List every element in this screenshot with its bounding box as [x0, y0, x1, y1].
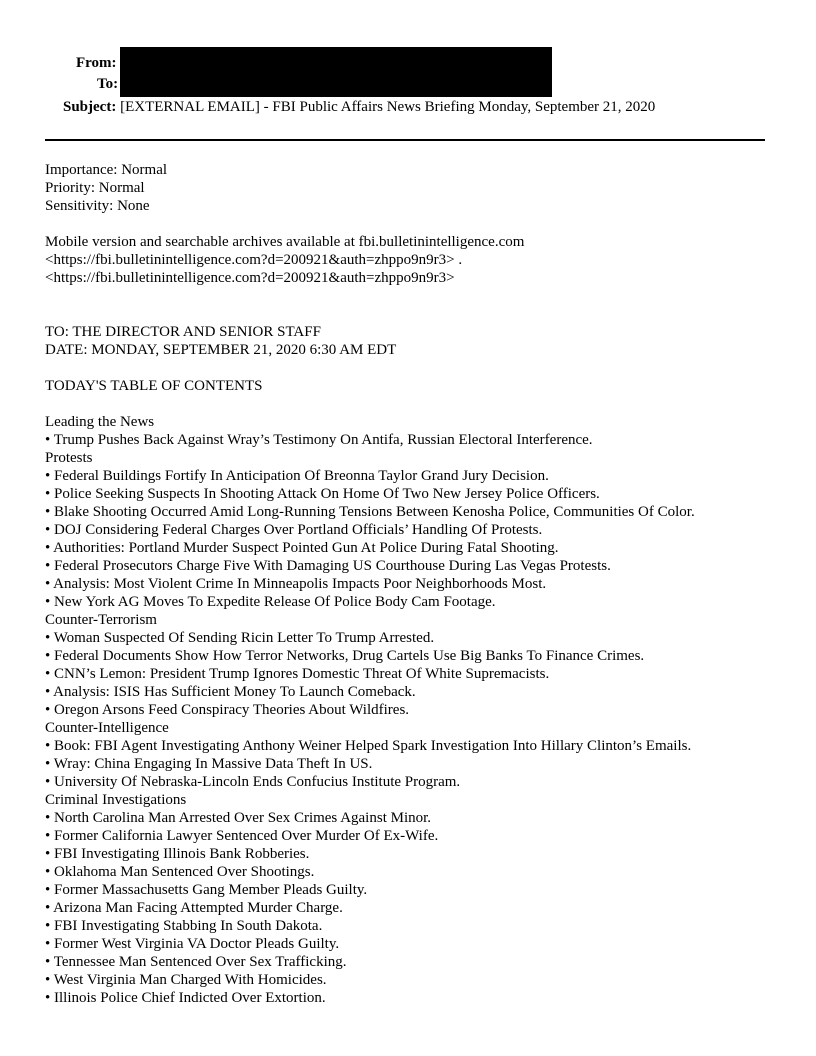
subject-value: [EXTERNAL EMAIL] - FBI Public Affairs News Briefing Monday, September 21, 2020 — [120, 99, 656, 115]
section-title: Criminal Investigations — [45, 792, 187, 808]
header-divider — [45, 139, 765, 141]
headline-item[interactable]: • Blake Shooting Occurred Amid Long-Running Tensions Between Kenosha Police, Communities Of Color. — [45, 504, 695, 520]
headline-item[interactable]: • Federal Buildings Fortify In Anticipation Of Breonna Taylor Grand Jury Decision. — [45, 468, 549, 484]
headline-item[interactable]: • FBI Investigating Stabbing In South Dakota. — [45, 918, 323, 934]
headline-item[interactable]: • New York AG Moves To Expedite Release Of Police Body Cam Footage. — [45, 594, 496, 610]
subject-label: Subject: — [63, 99, 117, 115]
headline-item[interactable]: • FBI Investigating Illinois Bank Robberies. — [45, 846, 310, 862]
to-label: To: — [97, 76, 119, 92]
headline-item[interactable]: • Police Seeking Suspects In Shooting Attack On Home Of Two New Jersey Police Officers. — [45, 486, 600, 502]
section-title: Counter-Terrorism — [45, 612, 157, 628]
headline-item[interactable]: • Tennessee Man Sentenced Over Sex Trafficking. — [45, 954, 347, 970]
headline-item[interactable]: • North Carolina Man Arrested Over Sex Crimes Against Minor. — [45, 810, 432, 826]
email-body — [45, 161, 775, 1007]
redaction-block — [120, 47, 552, 97]
headline-item[interactable]: • Oregon Arsons Feed Conspiracy Theories About Wildfires. — [45, 702, 410, 718]
archive-line: Mobile version and searchable archives available at fbi.bulletinintelligence.com — [45, 234, 525, 250]
headline-item[interactable]: • Authorities: Portland Murder Suspect Pointed Gun At Police During Fatal Shooting. — [45, 540, 559, 556]
section-title: Protests — [45, 450, 93, 466]
headline-item[interactable]: • CNN’s Lemon: President Trump Ignores Domestic Threat Of White Supremacists. — [45, 666, 550, 682]
headline-item[interactable]: • Analysis: ISIS Has Sufficient Money To Launch Comeback. — [45, 684, 416, 700]
headline-item[interactable]: • University Of Nebraska-Lincoln Ends Confucius Institute Program. — [45, 774, 461, 790]
table-of-contents — [45, 413, 775, 1007]
archive-link[interactable]: <https://fbi.bulletinintelligence.com?d=200921&auth=zhppo9n9r3> . — [45, 252, 463, 268]
from-row — [76, 53, 117, 73]
headline-item[interactable]: • Oklahoma Man Sentenced Over Shootings. — [45, 864, 315, 880]
headline-item[interactable]: • Former West Virginia VA Doctor Pleads Guilty. — [45, 936, 340, 952]
archive-link[interactable]: <https://fbi.bulletinintelligence.com?d=200921&auth=zhppo9n9r3> — [45, 270, 455, 286]
priority-line: Priority: Normal — [45, 180, 145, 196]
to-row — [97, 74, 118, 94]
memo-date: DATE: MONDAY, SEPTEMBER 21, 2020 6:30 AM EDT — [45, 342, 397, 358]
headline-item[interactable]: • Former California Lawyer Sentenced Over Murder Of Ex-Wife. — [45, 828, 439, 844]
headline-item[interactable]: • DOJ Considering Federal Charges Over Portland Officials’ Handling Of Protests. — [45, 522, 543, 538]
headline-item[interactable]: • Former Massachusetts Gang Member Pleads Guilty. — [45, 882, 368, 898]
headline-item[interactable]: • West Virginia Man Charged With Homicides. — [45, 972, 327, 988]
importance-line: Importance: Normal — [45, 162, 168, 178]
subject-row — [63, 97, 655, 117]
sensitivity-line: Sensitivity: None — [45, 198, 150, 214]
headline-item[interactable]: • Wray: China Engaging In Massive Data Theft In US. — [45, 756, 373, 772]
section-title: Leading the News — [45, 414, 155, 430]
headline-item[interactable]: • Woman Suspected Of Sending Ricin Letter To Trump Arrested. — [45, 630, 435, 646]
headline-item[interactable]: • Analysis: Most Violent Crime In Minneapolis Impacts Poor Neighborhoods Most. — [45, 576, 547, 592]
toc-title: TODAY'S TABLE OF CONTENTS — [45, 378, 263, 394]
headline-item[interactable]: • Book: FBI Agent Investigating Anthony Weiner Helped Spark Investigation Into Hillary Clinton’s Emails. — [45, 738, 692, 754]
memo-to: TO: THE DIRECTOR AND SENIOR STAFF — [45, 324, 321, 340]
headline-item[interactable]: • Arizona Man Facing Attempted Murder Charge. — [45, 900, 343, 916]
headline-item[interactable]: • Federal Prosecutors Charge Five With Damaging US Courthouse During Las Vegas Protests. — [45, 558, 611, 574]
headline-item[interactable]: • Trump Pushes Back Against Wray’s Testimony On Antifa, Russian Electoral Interference. — [45, 432, 593, 448]
section-title: Counter-Intelligence — [45, 720, 169, 736]
headline-item[interactable]: • Illinois Police Chief Indicted Over Extortion. — [45, 990, 326, 1006]
from-label: From: — [76, 55, 117, 71]
headline-item[interactable]: • Federal Documents Show How Terror Networks, Drug Cartels Use Big Banks To Finance Crimes. — [45, 648, 645, 664]
